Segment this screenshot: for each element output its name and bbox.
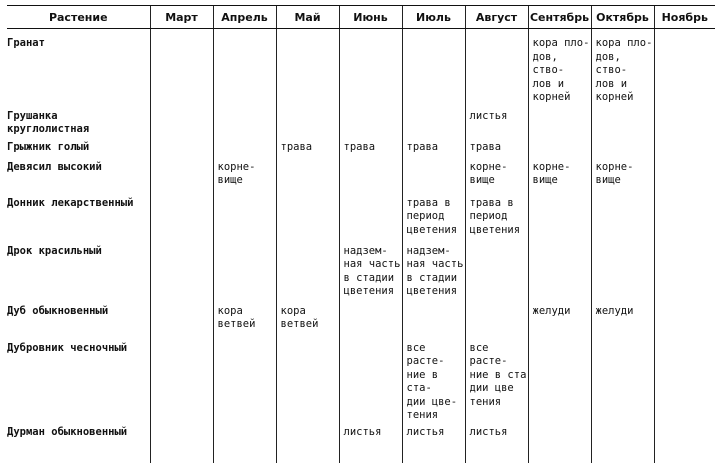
table-row	[7, 423, 715, 463]
harvest-cell	[339, 194, 402, 242]
harvest-cell: надзем- ная часть в стадии цветения	[402, 242, 465, 303]
harvest-cell	[339, 29, 402, 105]
harvest-cell: трава	[276, 137, 339, 159]
harvest-cell	[402, 29, 465, 105]
harvest-cell	[213, 194, 276, 242]
harvest-cell: листья	[339, 423, 402, 463]
plant-name-cell: Донник лекарственный	[7, 196, 134, 209]
harvest-cell	[402, 159, 465, 194]
harvest-cell	[591, 242, 654, 303]
harvest-cell: кора ветвей	[276, 303, 339, 338]
harvest-cell	[591, 137, 654, 159]
harvest-cell	[150, 159, 213, 194]
harvest-cell	[339, 303, 402, 338]
harvest-cell	[276, 105, 339, 137]
harvest-cell: трава в период цветения	[402, 194, 465, 242]
harvest-cell	[213, 338, 276, 423]
plant-name-cell: Дрок красильный	[7, 244, 102, 257]
plant-name-cell: Дурман обыкновенный	[7, 425, 128, 438]
harvest-cell	[339, 105, 402, 137]
table-row	[7, 242, 715, 303]
harvest-cell: желуди	[528, 303, 591, 338]
col-header-plant: Растение	[7, 6, 150, 29]
harvest-cell	[276, 423, 339, 463]
harvest-cell	[654, 423, 715, 463]
plant-name-cell: Грушанка круглолистная	[7, 109, 90, 135]
harvest-cell	[528, 423, 591, 463]
harvest-cell	[591, 423, 654, 463]
harvest-cell	[654, 242, 715, 303]
harvest-cell	[276, 29, 339, 105]
harvest-cell: кора ветвей	[213, 303, 276, 338]
harvest-cell	[528, 194, 591, 242]
harvest-cell	[213, 29, 276, 105]
harvest-cell	[528, 242, 591, 303]
harvest-cell: корне- вище	[213, 159, 276, 194]
col-header-september: Сентябрь	[528, 6, 591, 29]
harvest-cell	[654, 303, 715, 338]
harvest-cell	[654, 137, 715, 159]
table-row	[7, 29, 715, 105]
harvest-cell: листья	[402, 423, 465, 463]
harvest-cell	[591, 105, 654, 137]
col-header-april: Апрель	[213, 6, 276, 29]
harvest-cell	[465, 29, 528, 105]
harvest-cell	[402, 303, 465, 338]
harvest-cell	[402, 105, 465, 137]
harvest-cell: листья	[465, 423, 528, 463]
harvest-cell	[276, 159, 339, 194]
harvest-cell: корне- вище	[591, 159, 654, 194]
harvest-cell	[150, 105, 213, 137]
harvest-cell	[150, 194, 213, 242]
harvest-cell	[654, 194, 715, 242]
harvest-cell	[654, 29, 715, 105]
plant-name-cell: Дубровник чесночный	[7, 341, 128, 354]
table-row	[7, 194, 715, 242]
col-header-may: Май	[276, 6, 339, 29]
plant-name-cell: Гранат	[7, 37, 45, 49]
harvest-cell: трава	[402, 137, 465, 159]
harvest-cell: все расте- ние в ста дии цве тения	[465, 338, 528, 423]
harvest-cell	[276, 242, 339, 303]
harvest-cell	[528, 338, 591, 423]
harvest-cell	[654, 105, 715, 137]
harvest-cell	[276, 194, 339, 242]
harvest-cell	[528, 105, 591, 137]
harvest-cell	[213, 137, 276, 159]
harvest-cell	[150, 29, 213, 105]
plant-name-cell: Грыжник голый	[7, 140, 90, 153]
table-row	[7, 105, 715, 137]
col-header-november: Ноябрь	[654, 6, 715, 29]
col-header-july: Июль	[402, 6, 465, 29]
harvest-cell: кора пло- дов, ство- лов и корней	[591, 29, 654, 105]
harvest-cell	[654, 338, 715, 423]
harvest-cell: желуди	[591, 303, 654, 338]
col-header-june: Июнь	[339, 6, 402, 29]
harvest-cell	[150, 338, 213, 423]
harvest-cell	[150, 423, 213, 463]
harvest-cell	[150, 242, 213, 303]
harvest-cell	[339, 159, 402, 194]
plant-harvest-table	[7, 5, 715, 463]
harvest-cell	[213, 242, 276, 303]
harvest-cell: корне- вище	[465, 159, 528, 194]
harvest-cell: надзем- ная часть в стадии цветения	[339, 242, 402, 303]
header-row	[7, 6, 715, 29]
harvest-cell	[339, 338, 402, 423]
harvest-cell: трава	[339, 137, 402, 159]
col-header-october: Октябрь	[591, 6, 654, 29]
harvest-cell	[591, 194, 654, 242]
table-row	[7, 159, 715, 194]
harvest-cell: трава	[465, 137, 528, 159]
harvest-cell	[465, 303, 528, 338]
harvest-cell: трава в период цветения	[465, 194, 528, 242]
harvest-cell: листья	[465, 105, 528, 137]
harvest-cell: корне- вище	[528, 159, 591, 194]
col-header-august: Август	[465, 6, 528, 29]
table-row	[7, 137, 715, 159]
harvest-cell	[528, 137, 591, 159]
harvest-cell	[654, 159, 715, 194]
harvest-cell: все расте- ние в ста- дии цве- тения	[402, 338, 465, 423]
harvest-cell	[213, 105, 276, 137]
harvest-cell	[591, 338, 654, 423]
harvest-cell	[150, 137, 213, 159]
plant-name-cell: Дуб обыкновенный	[7, 304, 109, 317]
harvest-cell	[150, 303, 213, 338]
harvest-cell	[276, 338, 339, 423]
harvest-cell	[465, 242, 528, 303]
col-header-march: Март	[150, 6, 213, 29]
harvest-cell: кора пло- дов, ство- лов и корней	[528, 29, 591, 105]
harvest-cell	[213, 423, 276, 463]
table-row	[7, 338, 715, 423]
table-row	[7, 303, 715, 338]
plant-name-cell: Девясил высокий	[7, 160, 102, 173]
